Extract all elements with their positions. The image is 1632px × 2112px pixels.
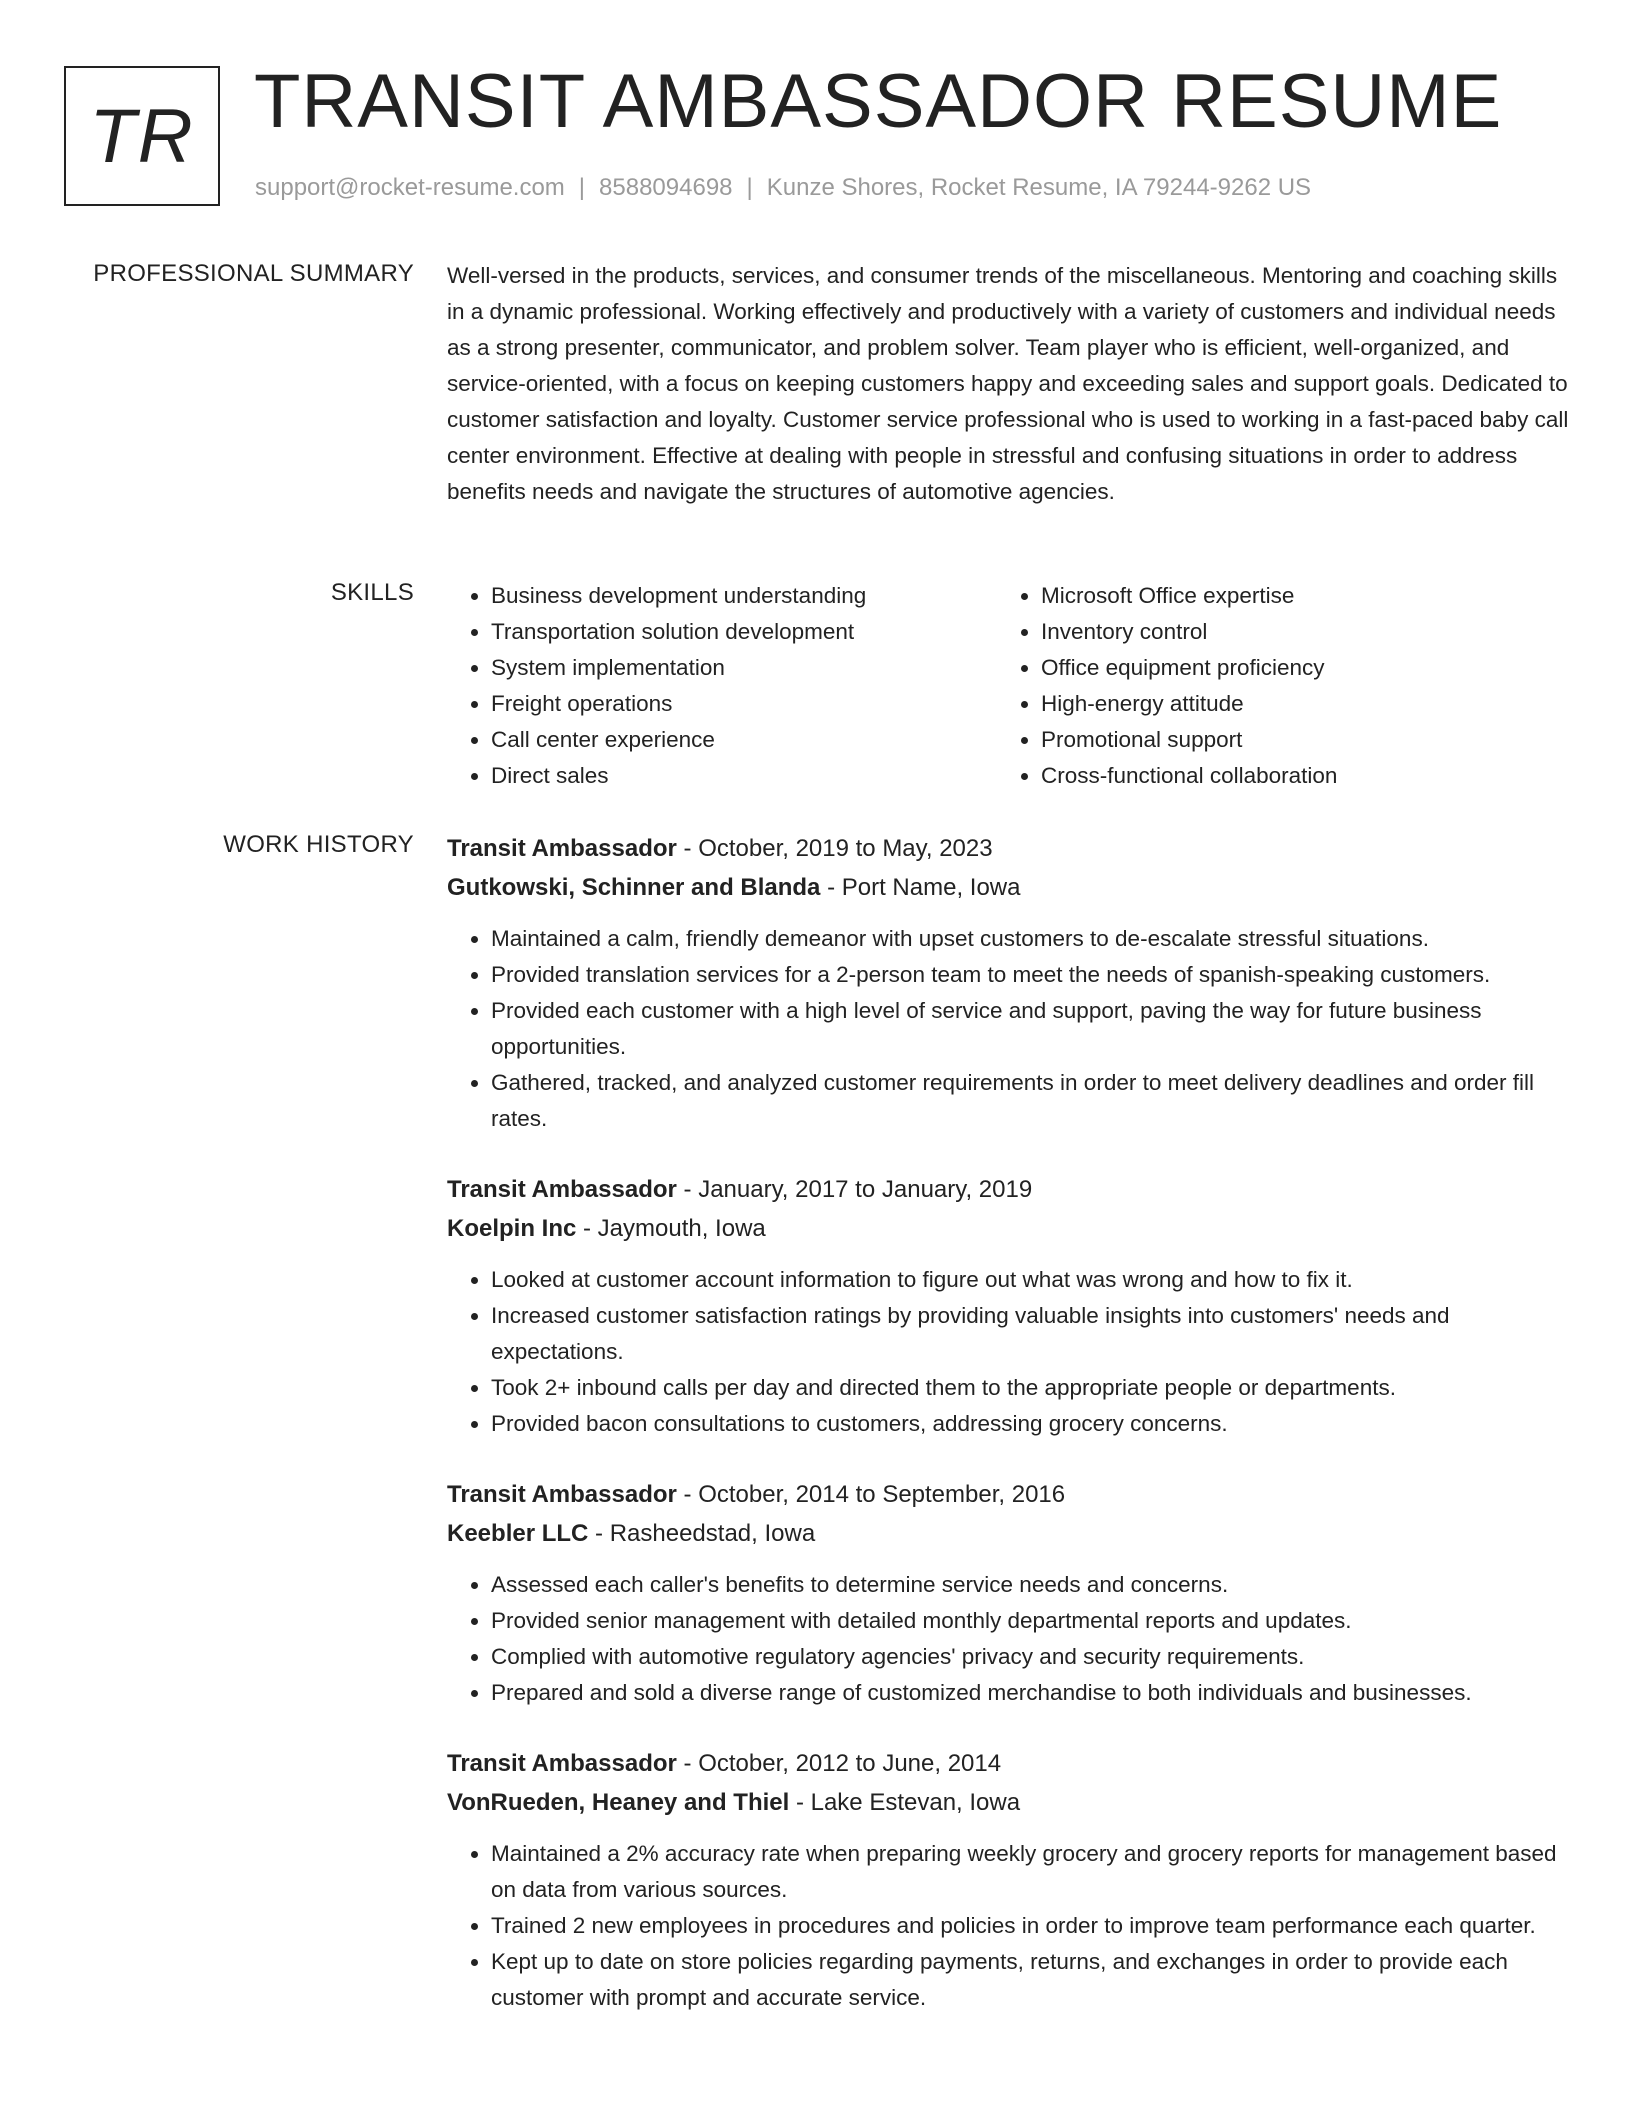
- job-company: Gutkowski, Schinner and Blanda: [447, 874, 821, 901]
- job-bullets: [447, 1836, 1572, 2016]
- job-bullet: • Maintained a 2% accuracy rate when preparing weekly grocery and grocery reports for management based on data from various sources.: [491, 1836, 1572, 1908]
- job-title: Transit Ambassador: [447, 835, 677, 862]
- contact-separator: |: [746, 174, 753, 201]
- job-company-line: [447, 1209, 1572, 1248]
- job-title-line: [447, 1475, 1572, 1514]
- job-entry: [447, 829, 1572, 1137]
- job-title: Transit Ambassador: [447, 1481, 677, 1508]
- job-bullet: • Looked at customer account information to figure out what was wrong and how to fix it.: [491, 1262, 1572, 1298]
- job-location: - Rasheedstad, Iowa: [588, 1520, 816, 1547]
- job-bullets: [447, 1567, 1572, 1711]
- job-dates: - October, 2012 to June, 2014: [676, 1750, 1002, 1777]
- job-bullet: • Maintained a calm, friendly demeanor with upset customers to de-escalate stressful situations.: [491, 921, 1572, 957]
- skills-body: [447, 578, 1572, 794]
- work-history-body: [447, 829, 1572, 2049]
- contact-address: Kunze Shores, Rocket Resume, IA 79244-9262 US: [766, 174, 1312, 201]
- skill-item: • Microsoft Office expertise: [1041, 578, 1547, 614]
- monogram-box: [64, 66, 220, 206]
- job-location: - Lake Estevan, Iowa: [789, 1789, 1021, 1816]
- skill-item: • Freight operations: [491, 686, 997, 722]
- job-bullets: [447, 921, 1572, 1137]
- job-company: VonRueden, Heaney and Thiel: [447, 1789, 790, 1816]
- job-bullet: • Provided senior management with detailed monthly departmental reports and updates.: [491, 1603, 1572, 1639]
- contact-phone: 8588094698: [599, 174, 733, 201]
- skill-item: • Cross-functional collaboration: [1041, 758, 1547, 794]
- job-bullet: • Provided translation services for a 2-person team to meet the needs of spanish-speaking customers.: [491, 957, 1572, 993]
- summary-body: [447, 258, 1572, 510]
- job-entry: [447, 1170, 1572, 1442]
- skill-item: • Direct sales: [491, 758, 997, 794]
- skill-item: • System implementation: [491, 650, 997, 686]
- job-bullet: • Trained 2 new employees in procedures and policies in order to improve team performance each quarter.: [491, 1908, 1572, 1944]
- job-bullet: • Took 2+ inbound calls per day and directed them to the appropriate people or departments.: [491, 1370, 1572, 1406]
- job-title-line: [447, 1744, 1572, 1783]
- summary-heading: PROFESSIONAL SUMMARY: [93, 260, 414, 287]
- job-company-line: [447, 868, 1572, 907]
- job-dates: - October, 2019 to May, 2023: [676, 835, 993, 862]
- skill-item: • Business development understanding: [491, 578, 997, 614]
- job-bullet: • Provided each customer with a high level of service and support, paving the way for future business opportunities.: [491, 993, 1572, 1065]
- job-company-line: [447, 1783, 1572, 1822]
- job-title-line: [447, 829, 1572, 868]
- skills-list-right: [997, 578, 1547, 794]
- job-bullet: • Kept up to date on store policies regarding payments, returns, and exchanges in order to provide each customer with prompt and accurate service.: [491, 1944, 1572, 2016]
- skill-item: • High-energy attitude: [1041, 686, 1547, 722]
- contact-email: support@rocket-resume.com: [255, 174, 565, 201]
- job-bullet: • Provided bacon consultations to customers, addressing grocery concerns.: [491, 1406, 1572, 1442]
- summary-text: Well-versed in the products, services, and consumer trends of the miscellaneous. Mentoring and coaching skills in a dynamic professional. Working effectively and productively with a variety of customers and individual needs as a strong presenter, communicator, and problem solver. Team player who is efficient, well-organized, and service-oriented, with a focus on keeping customers happy and exceeding sales and support goals. Dedicated to customer satisfaction and loyalty. Customer service professional who is used to working in a fast-paced baby call center environment. Effective at dealing with people in stressful and confusing situations in order to address benefits needs and navigate the structures of automotive agencies.: [447, 263, 1569, 504]
- job-location: - Jaymouth, Iowa: [576, 1215, 766, 1242]
- job-title-line: [447, 1170, 1572, 1209]
- skill-item: • Inventory control: [1041, 614, 1547, 650]
- job-bullet: • Increased customer satisfaction ratings by providing valuable insights into customers' needs and expectations.: [491, 1298, 1572, 1370]
- job-company-line: [447, 1514, 1572, 1553]
- job-dates: - October, 2014 to September, 2016: [676, 1481, 1066, 1508]
- job-bullet: • Prepared and sold a diverse range of customized merchandise to both individuals and businesses.: [491, 1675, 1572, 1711]
- job-bullet: • Gathered, tracked, and analyzed customer requirements in order to meet delivery deadlines and order fill rates.: [491, 1065, 1572, 1137]
- job-bullets: [447, 1262, 1572, 1442]
- skill-item: • Office equipment proficiency: [1041, 650, 1547, 686]
- job-dates: - January, 2017 to January, 2019: [676, 1176, 1033, 1203]
- job-company: Koelpin Inc: [447, 1215, 577, 1242]
- contact-separator: |: [578, 174, 586, 201]
- skills-list-left: [447, 578, 997, 794]
- job-title: Transit Ambassador: [447, 1750, 677, 1777]
- job-bullet: • Complied with automotive regulatory agencies' privacy and security requirements.: [491, 1639, 1572, 1675]
- job-bullet: • Assessed each caller's benefits to determine service needs and concerns.: [491, 1567, 1572, 1603]
- skill-item: • Promotional support: [1041, 722, 1547, 758]
- contact-line: [255, 174, 1311, 202]
- skill-item: • Call center experience: [491, 722, 997, 758]
- resume-title: TRANSIT AMBASSADOR RESUME: [254, 59, 1503, 144]
- skills-heading: SKILLS: [330, 579, 414, 606]
- job-entry: [447, 1744, 1572, 2016]
- work-history-heading: WORK HISTORY: [223, 831, 414, 858]
- job-company: Keebler LLC: [447, 1520, 589, 1547]
- monogram-initials: TR: [89, 93, 195, 179]
- skill-item: • Transportation solution development: [491, 614, 997, 650]
- job-location: - Port Name, Iowa: [820, 874, 1021, 901]
- job-title: Transit Ambassador: [447, 1176, 677, 1203]
- job-entry: [447, 1475, 1572, 1711]
